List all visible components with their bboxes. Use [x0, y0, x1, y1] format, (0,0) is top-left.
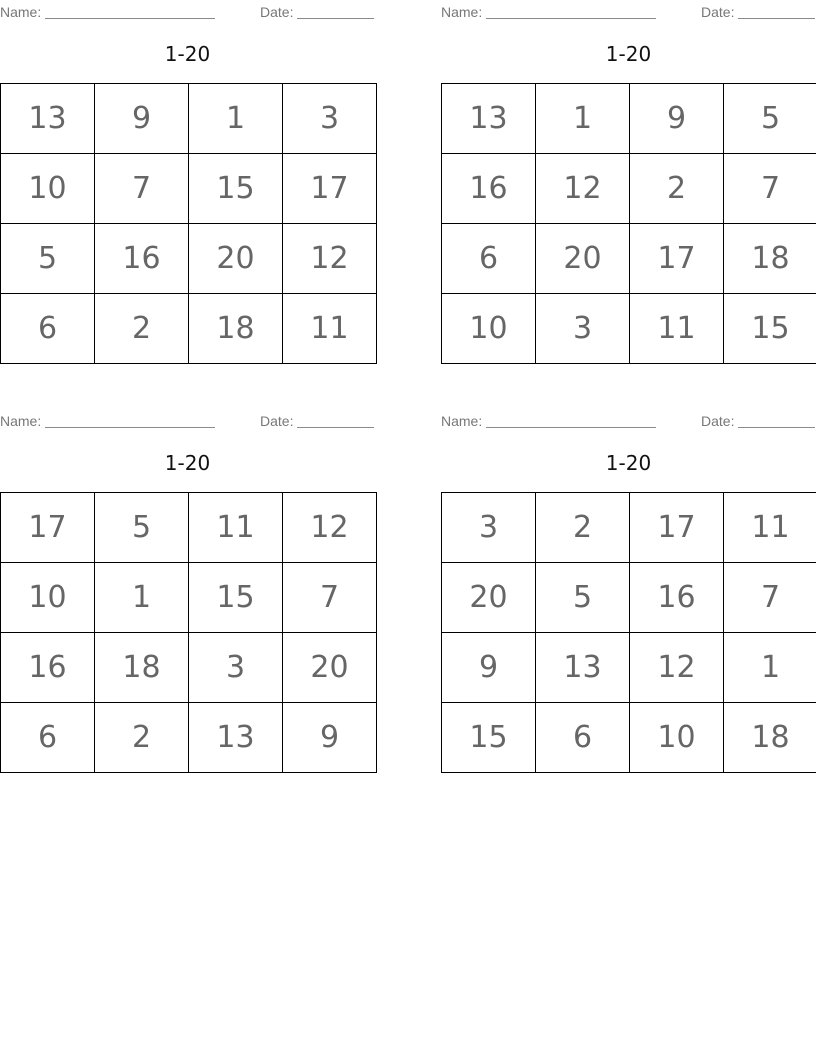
grid-row [1, 703, 377, 773]
grid-cell: 15 [189, 563, 283, 633]
grid-row [442, 703, 816, 773]
number-grid [441, 492, 816, 773]
number-grid [0, 83, 377, 364]
grid-row [442, 563, 816, 633]
grid-cell: 3 [283, 84, 377, 154]
grid-cell: 13 [442, 84, 536, 154]
grid-cell: 1 [724, 633, 816, 703]
grid-cell: 17 [1, 493, 95, 563]
card-title: 1-20 [164, 451, 211, 475]
grid-row [1, 224, 377, 294]
grid-row [442, 224, 816, 294]
grid-cell: 1 [95, 563, 189, 633]
grid-cell: 16 [1, 633, 95, 703]
card-title: 1-20 [164, 42, 211, 66]
grid-cell: 7 [95, 154, 189, 224]
grid-cell: 12 [630, 633, 724, 703]
date-blank-line [297, 413, 374, 428]
grid-cell: 10 [1, 154, 95, 224]
name-label: Name: [0, 413, 42, 429]
grid-cell: 12 [283, 493, 377, 563]
date-blank-line [738, 413, 815, 428]
grid-cell: 20 [189, 224, 283, 294]
grid-cell: 10 [442, 294, 536, 364]
grid-cell: 10 [630, 703, 724, 773]
grid-cell: 15 [189, 154, 283, 224]
grid-cell: 16 [630, 563, 724, 633]
grid-cell: 6 [536, 703, 630, 773]
grid-row [1, 84, 377, 154]
number-grid [441, 83, 816, 364]
grid-row [1, 294, 377, 364]
grid-cell: 9 [442, 633, 536, 703]
grid-row [442, 154, 816, 224]
grid-row [1, 563, 377, 633]
grid-cell: 3 [442, 493, 536, 563]
grid-cell: 18 [189, 294, 283, 364]
bingo-card-top-right [441, 0, 816, 365]
grid-cell: 3 [189, 633, 283, 703]
grid-cell: 2 [95, 703, 189, 773]
name-field [0, 2, 215, 20]
grid-row [1, 493, 377, 563]
grid-cell: 2 [95, 294, 189, 364]
grid-cell: 6 [442, 224, 536, 294]
name-field [441, 2, 656, 20]
name-label: Name: [0, 4, 42, 20]
grid-cell: 13 [536, 633, 630, 703]
grid-cell: 15 [442, 703, 536, 773]
grid-cell: 18 [724, 703, 816, 773]
grid-row [442, 294, 816, 364]
grid-cell: 11 [189, 493, 283, 563]
date-label: Date: [260, 413, 294, 429]
date-label: Date: [701, 413, 735, 429]
date-field [260, 2, 374, 20]
date-label: Date: [260, 4, 294, 20]
grid-row [442, 493, 816, 563]
bingo-card-bottom-right [441, 409, 816, 774]
name-blank-line [45, 4, 215, 19]
date-field [260, 411, 374, 429]
name-label: Name: [441, 4, 483, 20]
grid-cell: 16 [442, 154, 536, 224]
number-grid [0, 492, 377, 773]
date-field [701, 2, 815, 20]
grid-cell: 2 [536, 493, 630, 563]
grid-row [1, 633, 377, 703]
grid-cell: 11 [724, 493, 816, 563]
bingo-card-bottom-left [0, 409, 375, 774]
grid-cell: 5 [724, 84, 816, 154]
date-label: Date: [701, 4, 735, 20]
grid-cell: 7 [724, 154, 816, 224]
name-date-row [0, 2, 375, 20]
card-title: 1-20 [605, 42, 652, 66]
date-blank-line [738, 4, 815, 19]
name-blank-line [486, 4, 656, 19]
grid-cell: 5 [536, 563, 630, 633]
date-blank-line [297, 4, 374, 19]
grid-cell: 6 [1, 703, 95, 773]
grid-cell: 17 [630, 493, 724, 563]
grid-cell: 6 [1, 294, 95, 364]
grid-cell: 17 [630, 224, 724, 294]
name-blank-line [45, 413, 215, 428]
grid-cell: 20 [536, 224, 630, 294]
name-field [0, 411, 215, 429]
grid-cell: 5 [1, 224, 95, 294]
grid-cell: 18 [95, 633, 189, 703]
grid-cell: 1 [189, 84, 283, 154]
name-date-row [441, 411, 816, 429]
grid-cell: 16 [95, 224, 189, 294]
grid-cell: 10 [1, 563, 95, 633]
grid-cell: 13 [1, 84, 95, 154]
grid-cell: 20 [283, 633, 377, 703]
grid-cell: 11 [283, 294, 377, 364]
grid-row [442, 633, 816, 703]
grid-cell: 9 [283, 703, 377, 773]
name-date-row [0, 411, 375, 429]
grid-cell: 1 [536, 84, 630, 154]
grid-cell: 20 [442, 563, 536, 633]
grid-cell: 12 [536, 154, 630, 224]
name-date-row [441, 2, 816, 20]
date-field [701, 411, 815, 429]
grid-cell: 9 [630, 84, 724, 154]
grid-cell: 7 [724, 563, 816, 633]
grid-cell: 7 [283, 563, 377, 633]
grid-cell: 2 [630, 154, 724, 224]
grid-cell: 15 [724, 294, 816, 364]
grid-cell: 18 [724, 224, 816, 294]
grid-cell: 9 [95, 84, 189, 154]
grid-row [1, 154, 377, 224]
grid-cell: 3 [536, 294, 630, 364]
bingo-card-top-left [0, 0, 375, 365]
grid-cell: 5 [95, 493, 189, 563]
grid-cell: 12 [283, 224, 377, 294]
grid-cell: 13 [189, 703, 283, 773]
grid-cell: 17 [283, 154, 377, 224]
name-blank-line [486, 413, 656, 428]
card-title: 1-20 [605, 451, 652, 475]
grid-row [442, 84, 816, 154]
name-field [441, 411, 656, 429]
grid-cell: 11 [630, 294, 724, 364]
name-label: Name: [441, 413, 483, 429]
